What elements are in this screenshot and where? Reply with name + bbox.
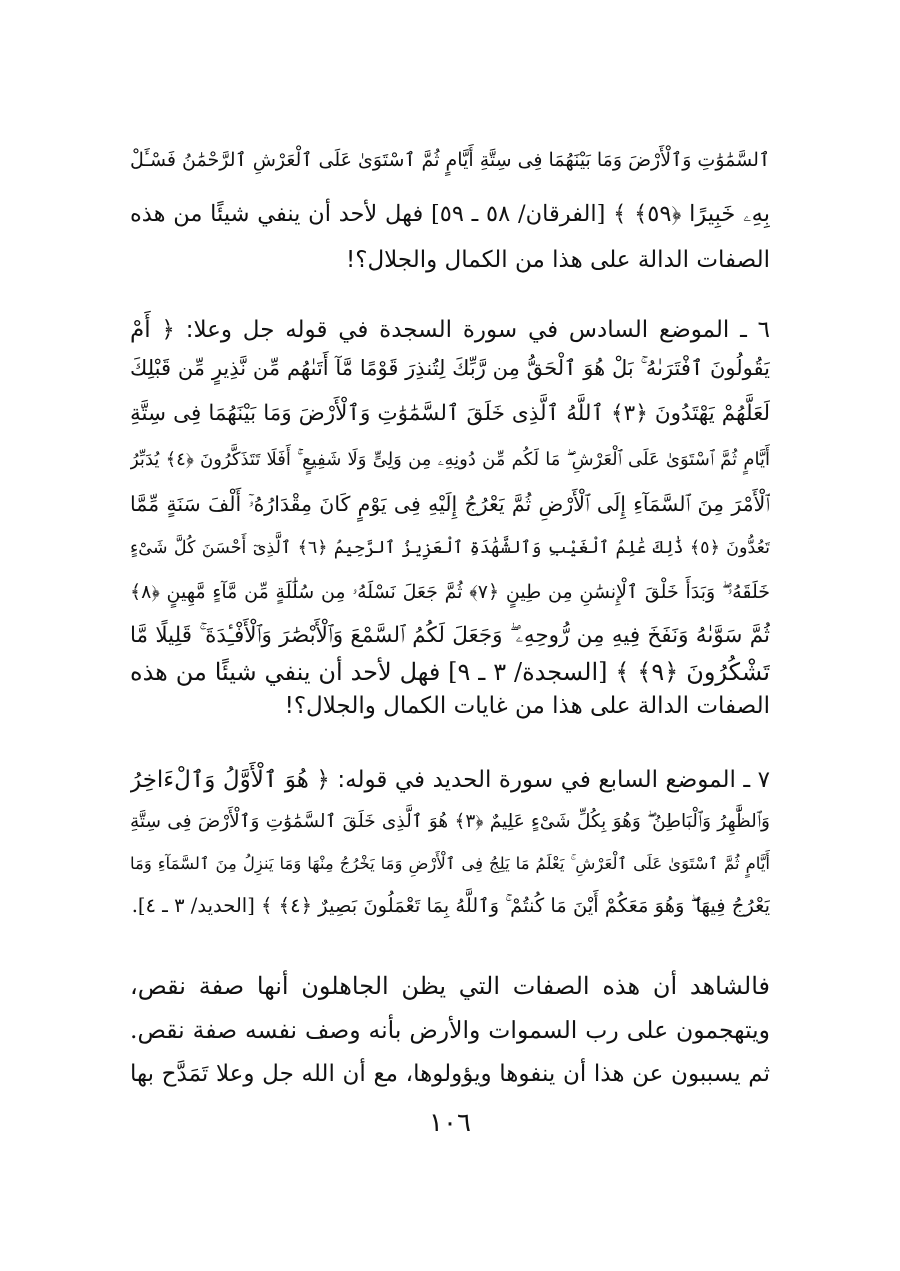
quran-verse-line: ٱلسَّمَٰوَٰتِ وَٱلْأَرْضَ وَمَا بَيْنَهُمَا فِى سِتَّةِ أَيَّامٍ ثُمَّ ٱسْتَوَىٰ عَلَى ٱلْعَرْشِ ٱلرَّحْمَٰنُ فَسْـَٔلْ [130, 149, 770, 171]
quran-verse-line: خَلَقَهُۥ ۖ وَبَدَأَ خَلْقَ ٱلْإِنسَٰنِ مِن طِينٍ ﴿٧﴾ ثُمَّ جَعَلَ نَسْلَهُۥ مِن سُلَٰلَةٍ مِّن مَّآءٍ مَّهِينٍ ﴿٨﴾ [130, 581, 770, 603]
text-line: ثم يسببون عن هذا أن ينفوها ويؤولوها، مع أن الله جل وعلا تَمَدَّح بها [130, 1061, 770, 1087]
quran-verse-line: أَيَّامٍ ثُمَّ ٱسْتَوَىٰ عَلَى ٱلْعَرْشِ ۚ يَعْلَمُ مَا يَلِجُ فِى ٱلْأَرْضِ وَمَا يَخْرُجُ مِنْهَا وَمَا يَنزِلُ مِنَ ٱلسَّمَآءِ وَمَا [130, 854, 770, 873]
quran-verse-line: لَعَلَّهُمْ يَهْتَدُونَ ﴿٣﴾ ٱللَّهُ ٱلَّذِى خَلَقَ ٱلسَّمَٰوَٰتِ وَٱلْأَرْضَ وَمَا بَيْنَهُمَا فِى سِتَّةِ [130, 401, 770, 426]
text-line: فالشاهد أن هذه الصفات التي يظن الجاهلون أنها صفة نقص، [130, 972, 770, 1000]
quran-verse-line: أَيَّامٍ ثُمَّ ٱسْتَوَىٰ عَلَى ٱلْعَرْشِ ۖ مَا لَكُم مِّن دُونِهِۦ مِن وَلِىٍّ وَلَا شَفِيعٍ ۚ أَفَلَا تَتَذَكَّرُونَ ﴿٤﴾ يُدَبِّرُ [130, 449, 770, 470]
text-line: تَشْكُرُونَ ﴿٩﴾ ﴾ [السجدة/ ٣ ـ ٩] فهل لأحد أن ينفي شيئًا من هذه [130, 658, 770, 686]
section-heading-line: ٦ ـ الموضع السادس في سورة السجدة في قوله جل وعلا: ﴿ أَمْ [130, 317, 770, 343]
quran-verse-line: يَعْرُجُ فِيهَا ۖ وَهُوَ مَعَكُمْ أَيْنَ مَا كُنتُمْ ۚ وَٱللَّهُ بِمَا تَعْمَلُونَ بَصِيرٌ ﴿٤﴾ ﴾ [الحديد/ ٣ ـ ٤]. [131, 894, 770, 917]
quran-verse-line: ثُمَّ سَوَّىٰهُ وَنَفَخَ فِيهِ مِن رُّوحِهِۦ ۖ وَجَعَلَ لَكُمُ ٱلسَّمْعَ وَٱلْأَبْصَٰرَ وَٱلْأَفْـِٔدَةَ ۚ قَلِيلًا مَّا [130, 623, 770, 648]
quran-verse-line: ٱلْأَمْرَ مِنَ ٱلسَّمَآءِ إِلَى ٱلْأَرْضِ ثُمَّ يَعْرُجُ إِلَيْهِ فِى يَوْمٍ كَانَ مِقْدَارُهُۥٓ أَلْفَ سَنَةٍ مِّمَّا [130, 492, 770, 516]
page-number: ١٠٦ [429, 1108, 471, 1138]
section-heading-line: ٧ ـ الموضع السابع في سورة الحديد في قوله: ﴿ هُوَ ٱلْأَوَّلُ وَٱلْءَاخِرُ [130, 767, 770, 793]
text-line: الصفات الدالة على هذا من غايات الكمال والجلال؟! [284, 693, 770, 719]
text-line: بِهِۦ خَبِيرًا ﴿٥٩﴾ ﴾ [الفرقان/ ٥٨ ـ ٥٩] فهل لأحد أن ينفي شيئًا من هذه [130, 201, 770, 227]
quran-verse-line: وَٱلظَّٰهِرُ وَٱلْبَاطِنُ ۖ وَهُوَ بِكُلِّ شَىْءٍ عَلِيمٌ ﴿٣﴾ هُوَ ٱلَّذِى خَلَقَ ٱلسَّمَٰوَٰتِ وَٱلْأَرْضَ فِى سِتَّةِ [130, 811, 770, 832]
quran-verse-line: تَعُدُّونَ ﴿٥﴾ ذَٰلِكَ عَٰلِمُ ٱلْغَيْبِ وَٱلشَّهَٰدَةِ ٱلْعَزِيزُ ٱلرَّحِيمُ ﴿٦﴾ ٱلَّذِىٓ أَحْسَنَ كُلَّ شَىْءٍ [130, 538, 770, 558]
text-line: ويتهجمون على رب السموات والأرض بأنه وصف نفسه صفة نقص. [130, 1016, 770, 1044]
text-line: الصفات الدالة على هذا من الكمال والجلال؟! [346, 247, 770, 273]
quran-verse-line: يَقُولُونَ ٱفْتَرَىٰهُ ۚ بَلْ هُوَ ٱلْحَقُّ مِن رَّبِّكَ لِتُنذِرَ قَوْمًا مَّآ أَتَىٰهُم مِّن نَّذِيرٍ مِّن قَبْلِكَ [130, 356, 770, 380]
